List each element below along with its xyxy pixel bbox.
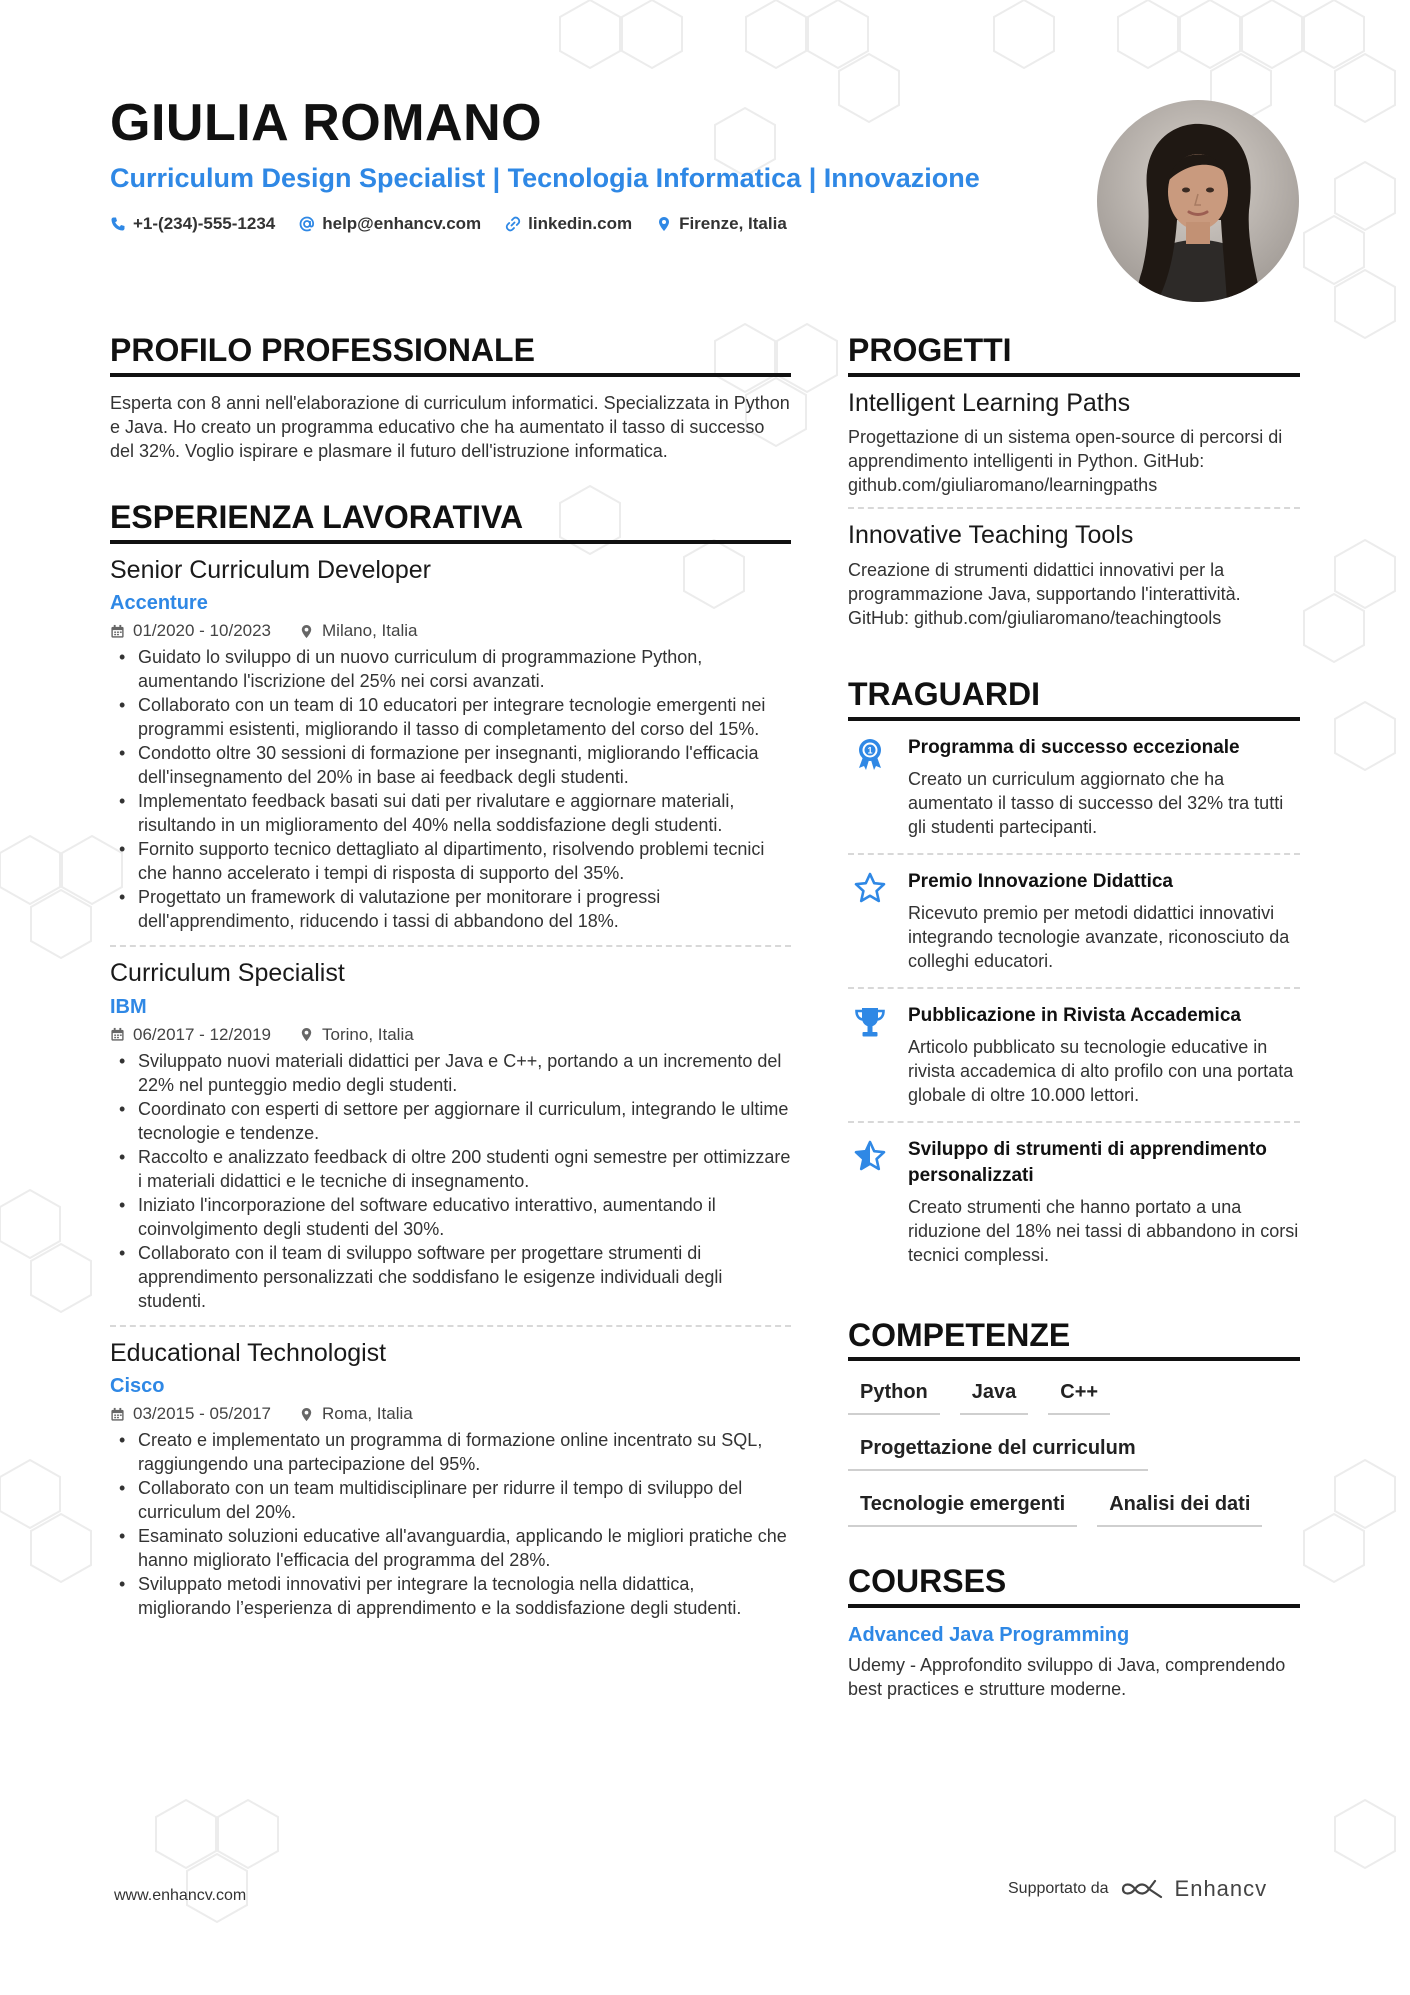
skills-list bbox=[848, 1379, 1300, 1527]
achievement-description: Creato un curriculum aggiornato che ha aumentato il tasso di successo del 32% tra tutti gli studenti partecipanti. bbox=[908, 768, 1284, 837]
project-title: Intelligent Learning Paths bbox=[848, 388, 1131, 417]
candidate-name: GIULIA ROMANO bbox=[110, 94, 543, 152]
achievement-title: Premio Innovazione Didattica bbox=[908, 870, 1173, 892]
job-company: IBM bbox=[110, 995, 147, 1018]
profile-photo bbox=[1097, 100, 1299, 302]
job-bullets bbox=[110, 1428, 791, 1620]
job-bullet: • Sviluppato nuovi materiali didattici per Java e C++, portando a un incremento del 22% nel punteggio medio degli studenti. bbox=[110, 1049, 791, 1097]
job-bullet: • Fornito supporto tecnico dettagliato al dipartimento, risolvendo problemi tecnici che hanno accelerato i tempi di risposta di supporto del 35%. bbox=[110, 837, 791, 885]
achievement-description: Ricevuto premio per metodi didattici innovativi integrando tecnologie avanzate, riconosciuto da colleghi educatori. bbox=[908, 902, 1290, 971]
phone-icon bbox=[110, 216, 126, 232]
location-pin-icon bbox=[299, 624, 314, 639]
achievement-description: Creato strumenti che hanno portato a una riduzione del 18% nei tassi di abbandono in corsi tecnici complessi. bbox=[908, 1196, 1299, 1265]
job-title: Educational Technologist bbox=[110, 1338, 387, 1367]
calendar-icon bbox=[110, 1027, 125, 1042]
right-column bbox=[848, 332, 1300, 1737]
calendar-icon bbox=[110, 624, 125, 639]
job-title: Curriculum Specialist bbox=[110, 959, 345, 988]
contact-location bbox=[656, 214, 787, 234]
course-title: Advanced Java Programming bbox=[848, 1624, 1130, 1647]
job-bullet: • Esaminato soluzioni educative all'avanguardia, applicando le migliori pratiche che hanno migliorato l'efficacia del programma del 28%. bbox=[110, 1524, 791, 1572]
project-entry bbox=[848, 377, 1300, 510]
achievement-description: Articolo pubblicato su tecnologie educative in rivista accademica di alto profilo con una portata globale di oltre 10.000 lettori. bbox=[908, 1036, 1294, 1105]
profile-summary: Esperta con 8 anni nell'elaborazione di curriculum informatici. Specializzata in Python e Java. Ho creato un programma educativo che ha aumentato il tasso di successo del 32%. Voglio ispirare e plasmare il futuro dell'istruzione informatica. bbox=[110, 392, 790, 461]
job-meta bbox=[110, 621, 791, 641]
job-entry bbox=[110, 947, 791, 1327]
job-company: Cisco bbox=[110, 1375, 165, 1398]
candidate-headline: Curriculum Design Specialist | Tecnologia Informatica | Innovazione bbox=[110, 162, 980, 193]
achievement-entry bbox=[848, 721, 1300, 855]
linkedin-text: linkedin.com bbox=[528, 213, 633, 233]
contact-email[interactable] bbox=[299, 214, 481, 234]
job-entry bbox=[110, 1327, 791, 1633]
profile-section-title: PROFILO PROFESSIONALE bbox=[110, 332, 791, 377]
job-bullet: • Guidato lo sviluppo di un nuovo curriculum di programmazione Python, aumentando l'iscrizione del 25% nei corsi avanzati. bbox=[110, 645, 791, 693]
skill-tag: Analisi dei dati bbox=[1097, 1491, 1262, 1527]
location-text: Firenze, Italia bbox=[679, 213, 787, 233]
job-location: Milano, Italia bbox=[322, 621, 418, 641]
location-pin-icon bbox=[656, 216, 672, 232]
achievement-title: Pubblicazione in Rivista Accademica bbox=[908, 1004, 1241, 1026]
job-company: Accenture bbox=[110, 592, 208, 615]
project-description: Progettazione di un sistema open-source di percorsi di apprendimento intelligenti in Python. GitHub: github.com/giuliaromano/learningpaths bbox=[848, 427, 1283, 496]
job-dates: 06/2017 - 12/2019 bbox=[133, 1024, 272, 1044]
profile-photo-illustration bbox=[1097, 100, 1299, 302]
job-meta bbox=[110, 1404, 791, 1424]
job-bullet: • Raccolto e analizzato feedback di oltre 200 studenti ogni semestre per ottimizzare i materiali didattici e le tecniche di insegnamento. bbox=[110, 1145, 791, 1193]
job-bullet: • Collaborato con un team di 10 educatori per integrare tecnologie emergenti nei programmi esistenti, migliorando il tasso di completamento del corso del 15%. bbox=[110, 693, 791, 741]
skill-tag: Tecnologie emergenti bbox=[848, 1491, 1077, 1527]
projects-section-title: PROGETTI bbox=[848, 332, 1300, 377]
skill-tag: Python bbox=[848, 1379, 940, 1415]
project-description: Creazione di strumenti didattici innovativi per la programmazione Java, supportando l'interattività. GitHub: github.com/giuliaromano/teachingtools bbox=[848, 559, 1241, 628]
footer-website[interactable]: www.enhancv.com bbox=[114, 1887, 247, 1904]
achievements-section-title: TRAGUARDI bbox=[848, 676, 1300, 721]
phone-text: +1-(234)-555-1234 bbox=[133, 213, 276, 233]
projects-section bbox=[848, 332, 1300, 640]
job-meta bbox=[110, 1025, 791, 1045]
job-bullet: • Sviluppato metodi innovativi per integrare la tecnologia nella didattica, migliorando l’esperienza di apprendimento e la soddisfazione degli studenti. bbox=[110, 1572, 791, 1620]
job-dates: 03/2015 - 05/2017 bbox=[133, 1404, 272, 1424]
footer-branding bbox=[1008, 1876, 1267, 1902]
star-outline-icon bbox=[853, 871, 887, 905]
award-ribbon-icon bbox=[853, 737, 887, 771]
achievement-title: Programma di successo eccezionale bbox=[908, 736, 1240, 758]
contact-linkedin[interactable] bbox=[505, 214, 632, 234]
trophy-icon bbox=[853, 1005, 887, 1039]
skills-section-title: COMPETENZE bbox=[848, 1317, 1300, 1362]
calendar-icon bbox=[110, 1407, 125, 1422]
achievement-title: Sviluppo di strumenti di apprendimento personalizzati bbox=[908, 1138, 1267, 1186]
job-bullet: • Implementato feedback basati sui dati per rivalutare e aggiornare materiali, risultando in un miglioramento del 40% nella soddisfazione degli studenti. bbox=[110, 789, 791, 837]
at-sign-icon bbox=[299, 216, 315, 232]
job-bullet: • Coordinato con esperti di settore per aggiornare il curriculum, integrando le ultime tecnologie e tendenze. bbox=[110, 1097, 791, 1145]
job-bullets bbox=[110, 645, 791, 933]
job-bullet: • Collaborato con un team multidisciplinare per ridurre il tempo di sviluppo del curriculum del 20%. bbox=[110, 1476, 791, 1524]
job-bullet: • Iniziato l'incorporazione del software educativo interattivo, aumentando il coinvolgimento degli studenti del 30%. bbox=[110, 1193, 791, 1241]
achievement-entry bbox=[848, 989, 1300, 1123]
job-bullet: • Collaborato con il team di sviluppo software per progettare strumenti di apprendimento personalizzati che soddisfano le esigenze individuali degli studenti. bbox=[110, 1241, 791, 1313]
contact-phone[interactable] bbox=[110, 214, 275, 234]
location-pin-icon bbox=[299, 1027, 314, 1042]
job-dates: 01/2020 - 10/2023 bbox=[133, 621, 272, 641]
skills-section bbox=[848, 1317, 1300, 1528]
star-half-icon bbox=[853, 1139, 887, 1173]
project-entry bbox=[848, 509, 1300, 640]
svg-text:1: 1 bbox=[867, 745, 873, 756]
job-bullets bbox=[110, 1049, 791, 1313]
experience-section bbox=[110, 499, 791, 1632]
location-pin-icon bbox=[299, 1407, 314, 1422]
course-description: Udemy - Approfondito sviluppo di Java, comprendendo best practices e strutture moderne. bbox=[848, 1655, 1286, 1700]
skill-tag: Progettazione del curriculum bbox=[848, 1435, 1148, 1471]
link-icon bbox=[505, 216, 521, 232]
courses-section-title: COURSES bbox=[848, 1563, 1300, 1608]
left-column bbox=[110, 332, 791, 1668]
skill-tag: C++ bbox=[1048, 1379, 1110, 1415]
enhancv-logo-icon bbox=[1119, 1877, 1165, 1901]
resume-header bbox=[110, 96, 1070, 234]
experience-section-title: ESPERIENZA LAVORATIVA bbox=[110, 499, 791, 544]
job-bullet: • Creato e implementato un programma di formazione online incentrato su SQL, raggiungendo una partecipazione del 95%. bbox=[110, 1428, 791, 1476]
project-title: Innovative Teaching Tools bbox=[848, 521, 1134, 550]
job-entry bbox=[110, 544, 791, 948]
job-bullet: • Progettato un framework di valutazione per monitorare i progressi dell'apprendimento, riducendo i tassi di abbandono del 18%. bbox=[110, 885, 791, 933]
job-location: Torino, Italia bbox=[322, 1024, 414, 1044]
contact-row bbox=[110, 214, 1070, 234]
achievement-entry bbox=[848, 1123, 1300, 1281]
courses-section bbox=[848, 1563, 1300, 1701]
email-text: help@enhancv.com bbox=[322, 213, 482, 233]
achievements-section bbox=[848, 676, 1300, 1281]
skill-tag: Java bbox=[960, 1379, 1029, 1415]
profile-section bbox=[110, 332, 791, 463]
brand-name: Enhancv bbox=[1174, 1876, 1268, 1901]
job-title: Senior Curriculum Developer bbox=[110, 555, 431, 584]
job-location: Roma, Italia bbox=[322, 1404, 413, 1424]
powered-by-label: Supportato da bbox=[1008, 1880, 1109, 1897]
job-bullet: • Condotto oltre 30 sessioni di formazione per insegnanti, migliorando l'efficacia dell'insegnamento del 20% in base ai feedback degli studenti. bbox=[110, 741, 791, 789]
achievement-entry bbox=[848, 855, 1300, 989]
